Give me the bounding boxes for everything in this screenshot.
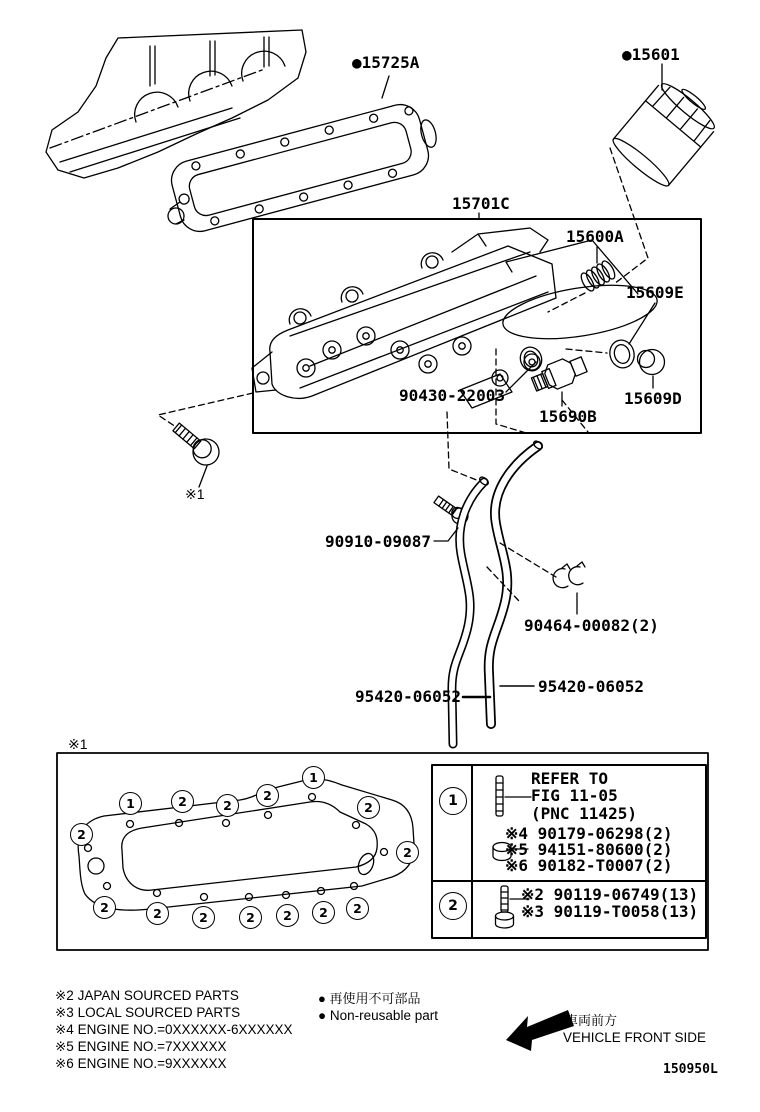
part-label-15690b: 15690B [539,407,597,426]
table-ref-line-2: FIG 11-05 [531,786,618,805]
gasket-marker: 2 [192,906,215,929]
gasket-marker: 1 [302,766,325,789]
part-label-90910: 90910-09087 [325,532,431,551]
gasket-marker: 2 [346,897,369,920]
oil-cooler-assembly-drawing [252,228,661,408]
gasket-marker: 2 [70,823,93,846]
gasket-marker: 2 [396,841,419,864]
legend-en: ● Non-reusable part [318,1008,438,1023]
clamp-drawing [553,562,585,588]
spring-drawing [579,259,618,293]
oil-filter-drawing [609,74,724,191]
part-label-15725a: ●15725A [352,53,420,72]
table-part-row1-c: ※6 90182-T0007(2) [505,856,673,875]
table-part-row2-a: ※2 90119-06749(13) [521,885,699,904]
footnote-3: ※4 ENGINE NO.=0XXXXXX-6XXXXXX [55,1022,293,1037]
table-part-row1-a: ※4 90179-06298(2) [505,824,673,843]
table-ref-line-1: REFER TO [531,769,609,788]
table-ref-line-3: (PNC 11425) [531,804,637,823]
part-label-15609d: 15609D [624,389,682,408]
part-label-15701c: 15701C [452,194,510,213]
gasket-marker: 2 [239,906,262,929]
part-label-15600a: 15600A [566,227,624,246]
legend-jp: ● 再使用不可部品 [318,991,421,1006]
gasket-marker: 2 [93,896,116,919]
hose-drawing [452,439,544,744]
gasket-marker: 2 [312,901,335,924]
gasket-marker: 2 [171,790,194,813]
part-label-15609e: 15609E [626,283,684,302]
part-label-95420-right: 95420-06052 [538,677,644,696]
ref-mark-bolt: ※1 [185,486,205,502]
table-part-row2-b: ※3 90119-T0058(13) [521,902,699,921]
gasket-marker: 2 [357,796,380,819]
page-code: 150950L [663,1062,718,1077]
table-marker-1: 1 [439,787,467,815]
direction-jp: 車両前方 [565,1013,618,1028]
footnote-1: ※2 JAPAN SOURCED PARTS [55,988,239,1003]
table-marker-2: 2 [439,892,467,920]
footnote-2: ※3 LOCAL SOURCED PARTS [55,1005,241,1020]
part-label-15601: ●15601 [622,45,680,64]
gasket-marker: 2 [216,794,239,817]
table-part-row1-b: ※5 94151-80600(2) [505,840,673,859]
footnote-4: ※5 ENGINE NO.=7XXXXXX [55,1039,227,1054]
direction-en: VEHICLE FRONT SIDE [563,1030,707,1045]
footnote-5: ※6 ENGINE NO.=9XXXXXX [55,1056,227,1071]
part-label-90464: 90464-00082(2) [524,616,659,635]
part-label-90430: 90430-22003 [399,386,505,405]
gasket-marker: 2 [276,904,299,927]
block-gasket-drawing [167,97,445,236]
oring-15609e-drawing [607,337,637,370]
gasket-marker: 2 [256,784,279,807]
flange-bolt-drawing [168,417,225,470]
cap-15609d-drawing [638,350,665,375]
part-label-95420-left: 95420-06052 [355,687,461,706]
ref-mark-panel: ※1 [68,736,88,752]
stud-bolt-icon [496,776,531,816]
gasket-marker: 1 [119,792,142,815]
gasket-marker: 2 [146,902,169,925]
